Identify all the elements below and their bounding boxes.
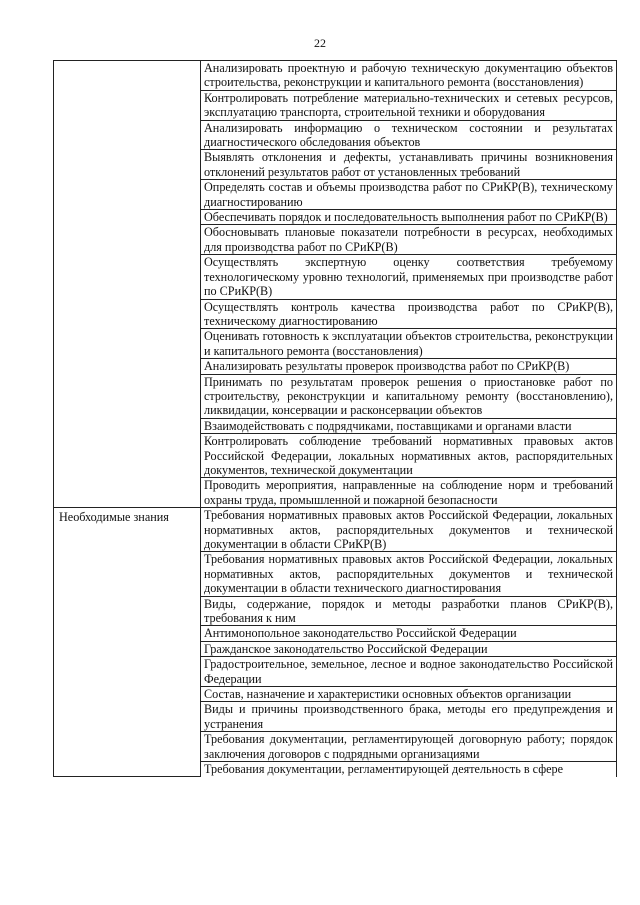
requirement-item: Обеспечивать порядок и последовательность выполнения работ по СРиКР(В) [201,210,617,225]
requirement-item: Определять состав и объемы производства работ по СРиКР(В), техническому диагностированию [201,180,617,210]
requirement-item: Виды, содержание, порядок и методы разработки планов СРиКР(В), требования к ним [201,596,617,626]
requirements-table [53,60,617,777]
requirement-item: Градостроительное, земельное, лесное и водное законодательство Российской Федерации [201,657,617,687]
requirement-item: Проводить мероприятия, направленные на соблюдение норм и требований охраны труда, промышленной и пожарной безопасности [201,478,617,508]
section-label: Необходимые знания [54,508,201,777]
requirement-item: Принимать по результатам проверок решения о приостановке работ по строительству, реконструкции и капитальному ремонту (восстановлению), ликвидации, консервации и расконсервации объектов [201,374,617,418]
requirement-item: Анализировать проектную и рабочую техническую документацию объектов строительства, реконструкции и капитального ремонта (восстановления) [201,61,617,91]
requirement-item: Обосновывать плановые показатели потребности в ресурсах, необходимых для производства работ по СРиКР(В) [201,225,617,255]
requirement-item: Осуществлять экспертную оценку соответствия требуемому технологическому уровню технологий, применяемых при производстве работ по СРиКР(В) [201,255,617,299]
requirement-item: Требования нормативных правовых актов Российской Федерации, локальных нормативных актов, распорядительных документов и технической документации в области технического диагностирования [201,552,617,596]
requirement-item: Антимонопольное законодательство Российской Федерации [201,626,617,641]
section-label [54,61,201,508]
requirement-item: Выявлять отклонения и дефекты, устанавливать причины возникновения отклонений результатов работ от установленных требований [201,150,617,180]
requirement-item: Анализировать результаты проверок производства работ по СРиКР(В) [201,359,617,374]
requirement-item: Виды и причины производственного брака, методы его предупреждения и устранения [201,702,617,732]
requirement-item: Состав, назначение и характеристики основных объектов организации [201,687,617,702]
requirement-item: Взаимодействовать с подрядчиками, поставщиками и органами власти [201,418,617,433]
table-row [54,508,617,552]
requirement-item: Контролировать соблюдение требований нормативных правовых актов Российской Федерации, локальных нормативных актов, распорядительных документов, технической документации [201,434,617,478]
requirement-item: Оценивать готовность к эксплуатации объектов строительства, реконструкции и капитального ремонта (восстановления) [201,329,617,359]
requirement-item: Гражданское законодательство Российской Федерации [201,641,617,656]
requirement-item: Контролировать потребление материально-технических и сетевых ресурсов, эксплуатацию транспорта, строительной техники и оборудования [201,90,617,120]
requirement-item: Осуществлять контроль качества производства работ по СРиКР(В), техническому диагностированию [201,299,617,329]
requirement-item: Требования документации, регламентирующей деятельность в сфере [201,762,617,777]
page-number: 22 [314,36,326,50]
requirement-item: Требования нормативных правовых актов Российской Федерации, локальных нормативных актов, распорядительных документов и технической документации в области СРиКР(В) [201,508,617,552]
table-row [54,61,617,91]
requirement-item: Анализировать информацию о техническом состоянии и результатах диагностического обследования объектов [201,120,617,150]
requirement-item: Требования документации, регламентирующей договорную работу; порядок заключения договоров с подрядными организациями [201,732,617,762]
